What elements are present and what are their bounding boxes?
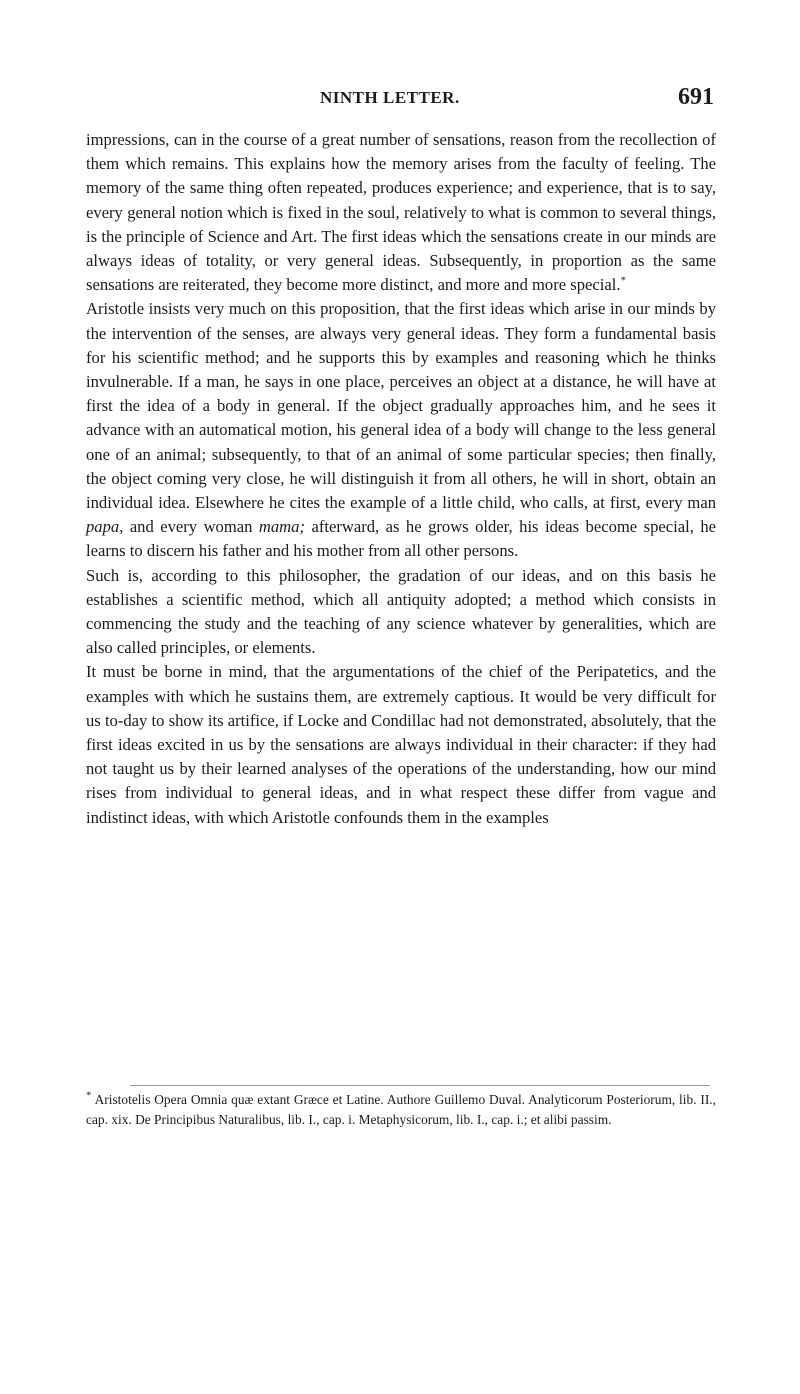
paragraph-1-text: impressions, can in the course of a great number of sensations, reason from the recollection of them which remains. This explains how the memory arises from the faculty of feeling. The memory of the same thing often repeated, produces experience; and experience, that is to say, every general notion which is fixed in the soul, relatively to what is common to several things, is the principle of Science and Art. The first ideas which the sensations create in our minds are always ideas of totality, or very general ideas. Subsequently, in proportion as the same sensations are reiterated, they become more distinct, and more and more special. [86,130,716,295]
running-head [320,86,714,114]
footnote [86,1090,716,1130]
italic-mama: mama; [258,517,305,537]
page-number: 691 [678,84,714,110]
paragraph-3-text: Such is, according to this philosopher, the gradation of our ideas, and on this basis he establishes a scientific method, which all antiquity adopted; a method which consists in commencing the study and the teaching of any science whatever by generalities, which are also called principles, or elements. [86,565,716,658]
footnote-rule [130,1085,710,1086]
paragraph-2-text-b: and every woman [123,517,259,537]
paragraph-4-text: It must be borne in mind, that the argumentations of the chief of the Peripatetics, and the examples with which he sustains them, are extremely captious. It would be very difficult for us to-day to show its artifice, if Locke and Condillac had not demonstrated, absolutely, that the first ideas excited in us by the sensations are always individual in their character: if they had not taught us by their learned analyses of the operations of the understanding, how our mind rises from individual to general ideas, and in what respect these differ from vague and indistinct ideas, with which Aristotle confounds them in the examples [86,662,716,827]
footnote-reference: * [620,274,626,287]
paragraph-2-text-a: Aristotle insists very much on this proposition, that the first ideas which arise in our minds by the intervention of the senses, are always very general ideas. They form a fundamental basis for his scientific method; and he supports this by examples and reasoning which he thinks invulnerable. If a man, he says in one place, perceives an object at a distance, he will have at first the idea of a body in general. If the object gradually approaches him, and he sees it advance with an automatical motion, his general idea of a body will change to the less general one of an animal; subsequently, to that of an animal of some particular species; then finally, the object coming very close, he will distinguish it from all others, he will in short, obtain an individual idea. Elsewhere he cites the example of a little child, who calls, at first, every man [86,299,716,513]
paragraph-3 [86,564,716,661]
italic-papa: papa, [86,517,124,537]
footnote-mark: * [86,1089,92,1102]
paragraph-4 [86,660,716,829]
footnote-text: Aristotelis Opera Omnia quæ extant Græce et Latine. Authore Guillemo Duval. Analyticorum Posteriorum, lib. II., cap. xix. De Principibus Naturalibus, lib. I., cap. i. Metaphysicorum, lib. I., cap. i.; et alibi passim. [86,1092,717,1127]
paragraph-2 [86,297,716,563]
paragraph-1 [86,128,716,297]
paragraph-2-text-c: afterward, as he grows older, his ideas become special, he learns to discern his father and his mother from all other persons. [86,517,716,561]
running-title: NINTH LETTER. [320,88,460,107]
body-text [86,128,716,830]
